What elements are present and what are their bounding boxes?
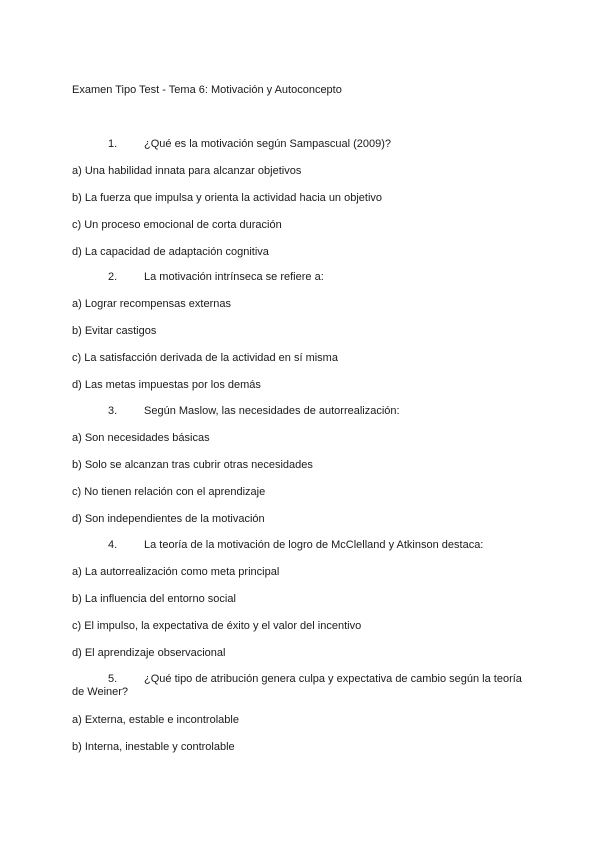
question-4 xyxy=(72,539,532,552)
answer-option: d) Son independientes de la motivación xyxy=(72,513,265,525)
question-text: La motivación intrínseca se refiere a: xyxy=(144,271,324,283)
answer-option: c) El impulso, la expectativa de éxito y el valor del incentivo xyxy=(72,620,362,632)
question-number: 4. xyxy=(108,539,118,551)
question-number: 2. xyxy=(108,271,118,283)
answer-option: d) La capacidad de adaptación cognitiva xyxy=(72,246,269,258)
answer-option: a) Externa, estable e incontrolable xyxy=(72,714,239,726)
answer-option: c) La satisfacción derivada de la actividad en sí misma xyxy=(72,352,338,364)
answer-option: b) La fuerza que impulsa y orienta la actividad hacia un objetivo xyxy=(72,192,383,204)
answer-option: a) La autorrealización como meta principal xyxy=(72,566,280,578)
answer-option: a) Lograr recompensas externas xyxy=(72,298,231,310)
question-number: 5. xyxy=(108,673,118,685)
answer-option: d) Las metas impuestas por los demás xyxy=(72,379,261,391)
answer-option: b) Evitar castigos xyxy=(72,325,157,337)
answer-option: a) Son necesidades básicas xyxy=(72,432,210,444)
answer-option: b) Interna, inestable y controlable xyxy=(72,741,235,753)
question-text: Según Maslow, las necesidades de autorrealización: xyxy=(144,405,400,417)
question-3 xyxy=(72,405,532,418)
question-text: La teoría de la motivación de logro de McClelland y Atkinson destaca: xyxy=(144,539,484,551)
question-text: ¿Qué tipo de atribución genera culpa y expectativa de cambio según la teoría de Weiner? xyxy=(72,673,522,698)
answer-option: a) Una habilidad innata para alcanzar objetivos xyxy=(72,165,302,177)
answer-option: c) No tienen relación con el aprendizaje xyxy=(72,486,266,498)
answer-option: b) Solo se alcanzan tras cubrir otras necesidades xyxy=(72,459,313,471)
answer-option: c) Un proceso emocional de corta duración xyxy=(72,219,282,231)
question-number: 1. xyxy=(108,138,118,150)
answer-option: b) La influencia del entorno social xyxy=(72,593,236,605)
answer-option: d) El aprendizaje observacional xyxy=(72,647,226,659)
question-number: 3. xyxy=(108,405,118,417)
question-text: ¿Qué es la motivación según Sampascual (2009)? xyxy=(144,138,392,150)
page-title: Examen Tipo Test - Tema 6: Motivación y Autoconcepto xyxy=(72,84,342,96)
question-1 xyxy=(72,138,532,151)
question-5 xyxy=(72,673,532,699)
question-2 xyxy=(72,271,532,284)
